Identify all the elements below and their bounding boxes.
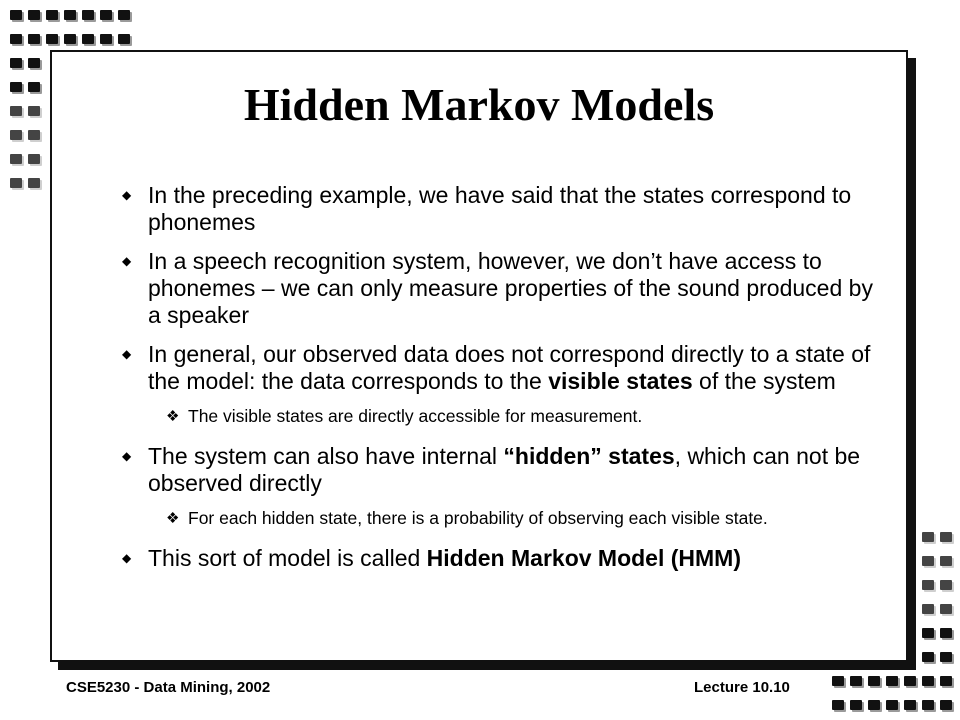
- pattern-square: [922, 580, 934, 590]
- pattern-square: [940, 556, 952, 566]
- pattern-square: [922, 532, 934, 542]
- diamond-bullet-icon: ◆: [122, 188, 132, 202]
- pattern-square: [10, 178, 22, 188]
- pattern-square: [832, 676, 844, 686]
- bullet-item: [122, 341, 882, 395]
- pattern-square: [82, 34, 94, 44]
- pattern-square: [64, 10, 76, 20]
- pattern-square: [28, 34, 40, 44]
- diamond-bullet-icon: ◆: [122, 449, 132, 463]
- pattern-square: [922, 652, 934, 662]
- pattern-square: [868, 676, 880, 686]
- pattern-square: [886, 700, 898, 710]
- pattern-square: [886, 676, 898, 686]
- pattern-square: [850, 700, 862, 710]
- pattern-square: [940, 700, 952, 710]
- sub-bullet-text: For each hidden state, there is a probability of observing each visible state.: [188, 508, 768, 528]
- pattern-square: [46, 34, 58, 44]
- pattern-square: [832, 700, 844, 710]
- slide-title: Hidden Markov Models: [243, 79, 715, 130]
- bullet-text: In the preceding example, we have said that the states correspond to phonemes: [148, 182, 852, 235]
- pattern-square: [10, 58, 22, 68]
- pattern-square: [940, 628, 952, 638]
- pattern-square: [922, 556, 934, 566]
- pattern-square: [940, 580, 952, 590]
- bullet-item: [122, 545, 882, 572]
- pattern-square: [10, 154, 22, 164]
- pattern-square: [28, 154, 40, 164]
- bullet-text: In a speech recognition system, however, we don’t have access to phonemes – we can only measure properties of the sound produced by a speaker: [148, 248, 873, 328]
- footer-course: CSE5230 - Data Mining, 2002: [66, 679, 271, 696]
- sub-bullet-text: The visible states are directly accessible for measurement.: [188, 406, 643, 426]
- four-diamond-bullet-icon: ❖: [166, 408, 180, 425]
- pattern-square: [850, 676, 862, 686]
- pattern-square: [28, 130, 40, 140]
- slide-frame: [50, 50, 908, 662]
- pattern-square: [922, 604, 934, 614]
- pattern-square: [10, 10, 22, 20]
- four-diamond-bullet-icon: ❖: [166, 510, 180, 527]
- bullet-list: [122, 182, 882, 584]
- sub-bullet-item: [122, 405, 882, 427]
- pattern-square: [922, 676, 934, 686]
- pattern-square: [100, 34, 112, 44]
- bullet-text: The system can also have internal “hidden” states, which can not be observed directly: [148, 443, 861, 496]
- pattern-square: [922, 628, 934, 638]
- bold-term: visible states: [548, 368, 693, 394]
- pattern-square: [922, 700, 934, 710]
- sub-bullet-item: [122, 507, 882, 529]
- pattern-square: [28, 58, 40, 68]
- pattern-square: [118, 34, 130, 44]
- pattern-square: [46, 10, 58, 20]
- diamond-bullet-icon: ◆: [122, 254, 132, 268]
- pattern-square: [940, 652, 952, 662]
- pattern-square: [28, 178, 40, 188]
- bullet-item: [122, 182, 882, 236]
- pattern-square: [64, 34, 76, 44]
- pattern-square: [28, 106, 40, 116]
- pattern-square: [28, 10, 40, 20]
- pattern-square: [10, 34, 22, 44]
- pattern-square: [82, 10, 94, 20]
- footer-lecture: Lecture 10.10: [694, 679, 790, 696]
- diamond-bullet-icon: ◆: [122, 551, 132, 565]
- pattern-square: [28, 82, 40, 92]
- bullet-text: In general, our observed data does not correspond directly to a state of the model: the data corresponds to the visible states of the system: [148, 341, 871, 394]
- diamond-bullet-icon: ◆: [122, 347, 132, 361]
- bold-term: Hidden Markov Model (HMM): [426, 545, 742, 571]
- pattern-square: [118, 10, 130, 20]
- pattern-square: [904, 676, 916, 686]
- pattern-square: [10, 106, 22, 116]
- pattern-square: [100, 10, 112, 20]
- bullet-text: This sort of model is called Hidden Markov Model (HMM): [148, 545, 742, 571]
- bullet-item: [122, 443, 882, 497]
- pattern-square: [10, 82, 22, 92]
- pattern-square: [10, 130, 22, 140]
- pattern-square: [940, 604, 952, 614]
- bold-term: “hidden” states: [503, 443, 675, 469]
- pattern-square: [940, 532, 952, 542]
- pattern-square: [868, 700, 880, 710]
- bullet-item: [122, 248, 882, 329]
- pattern-square: [904, 700, 916, 710]
- pattern-square: [940, 676, 952, 686]
